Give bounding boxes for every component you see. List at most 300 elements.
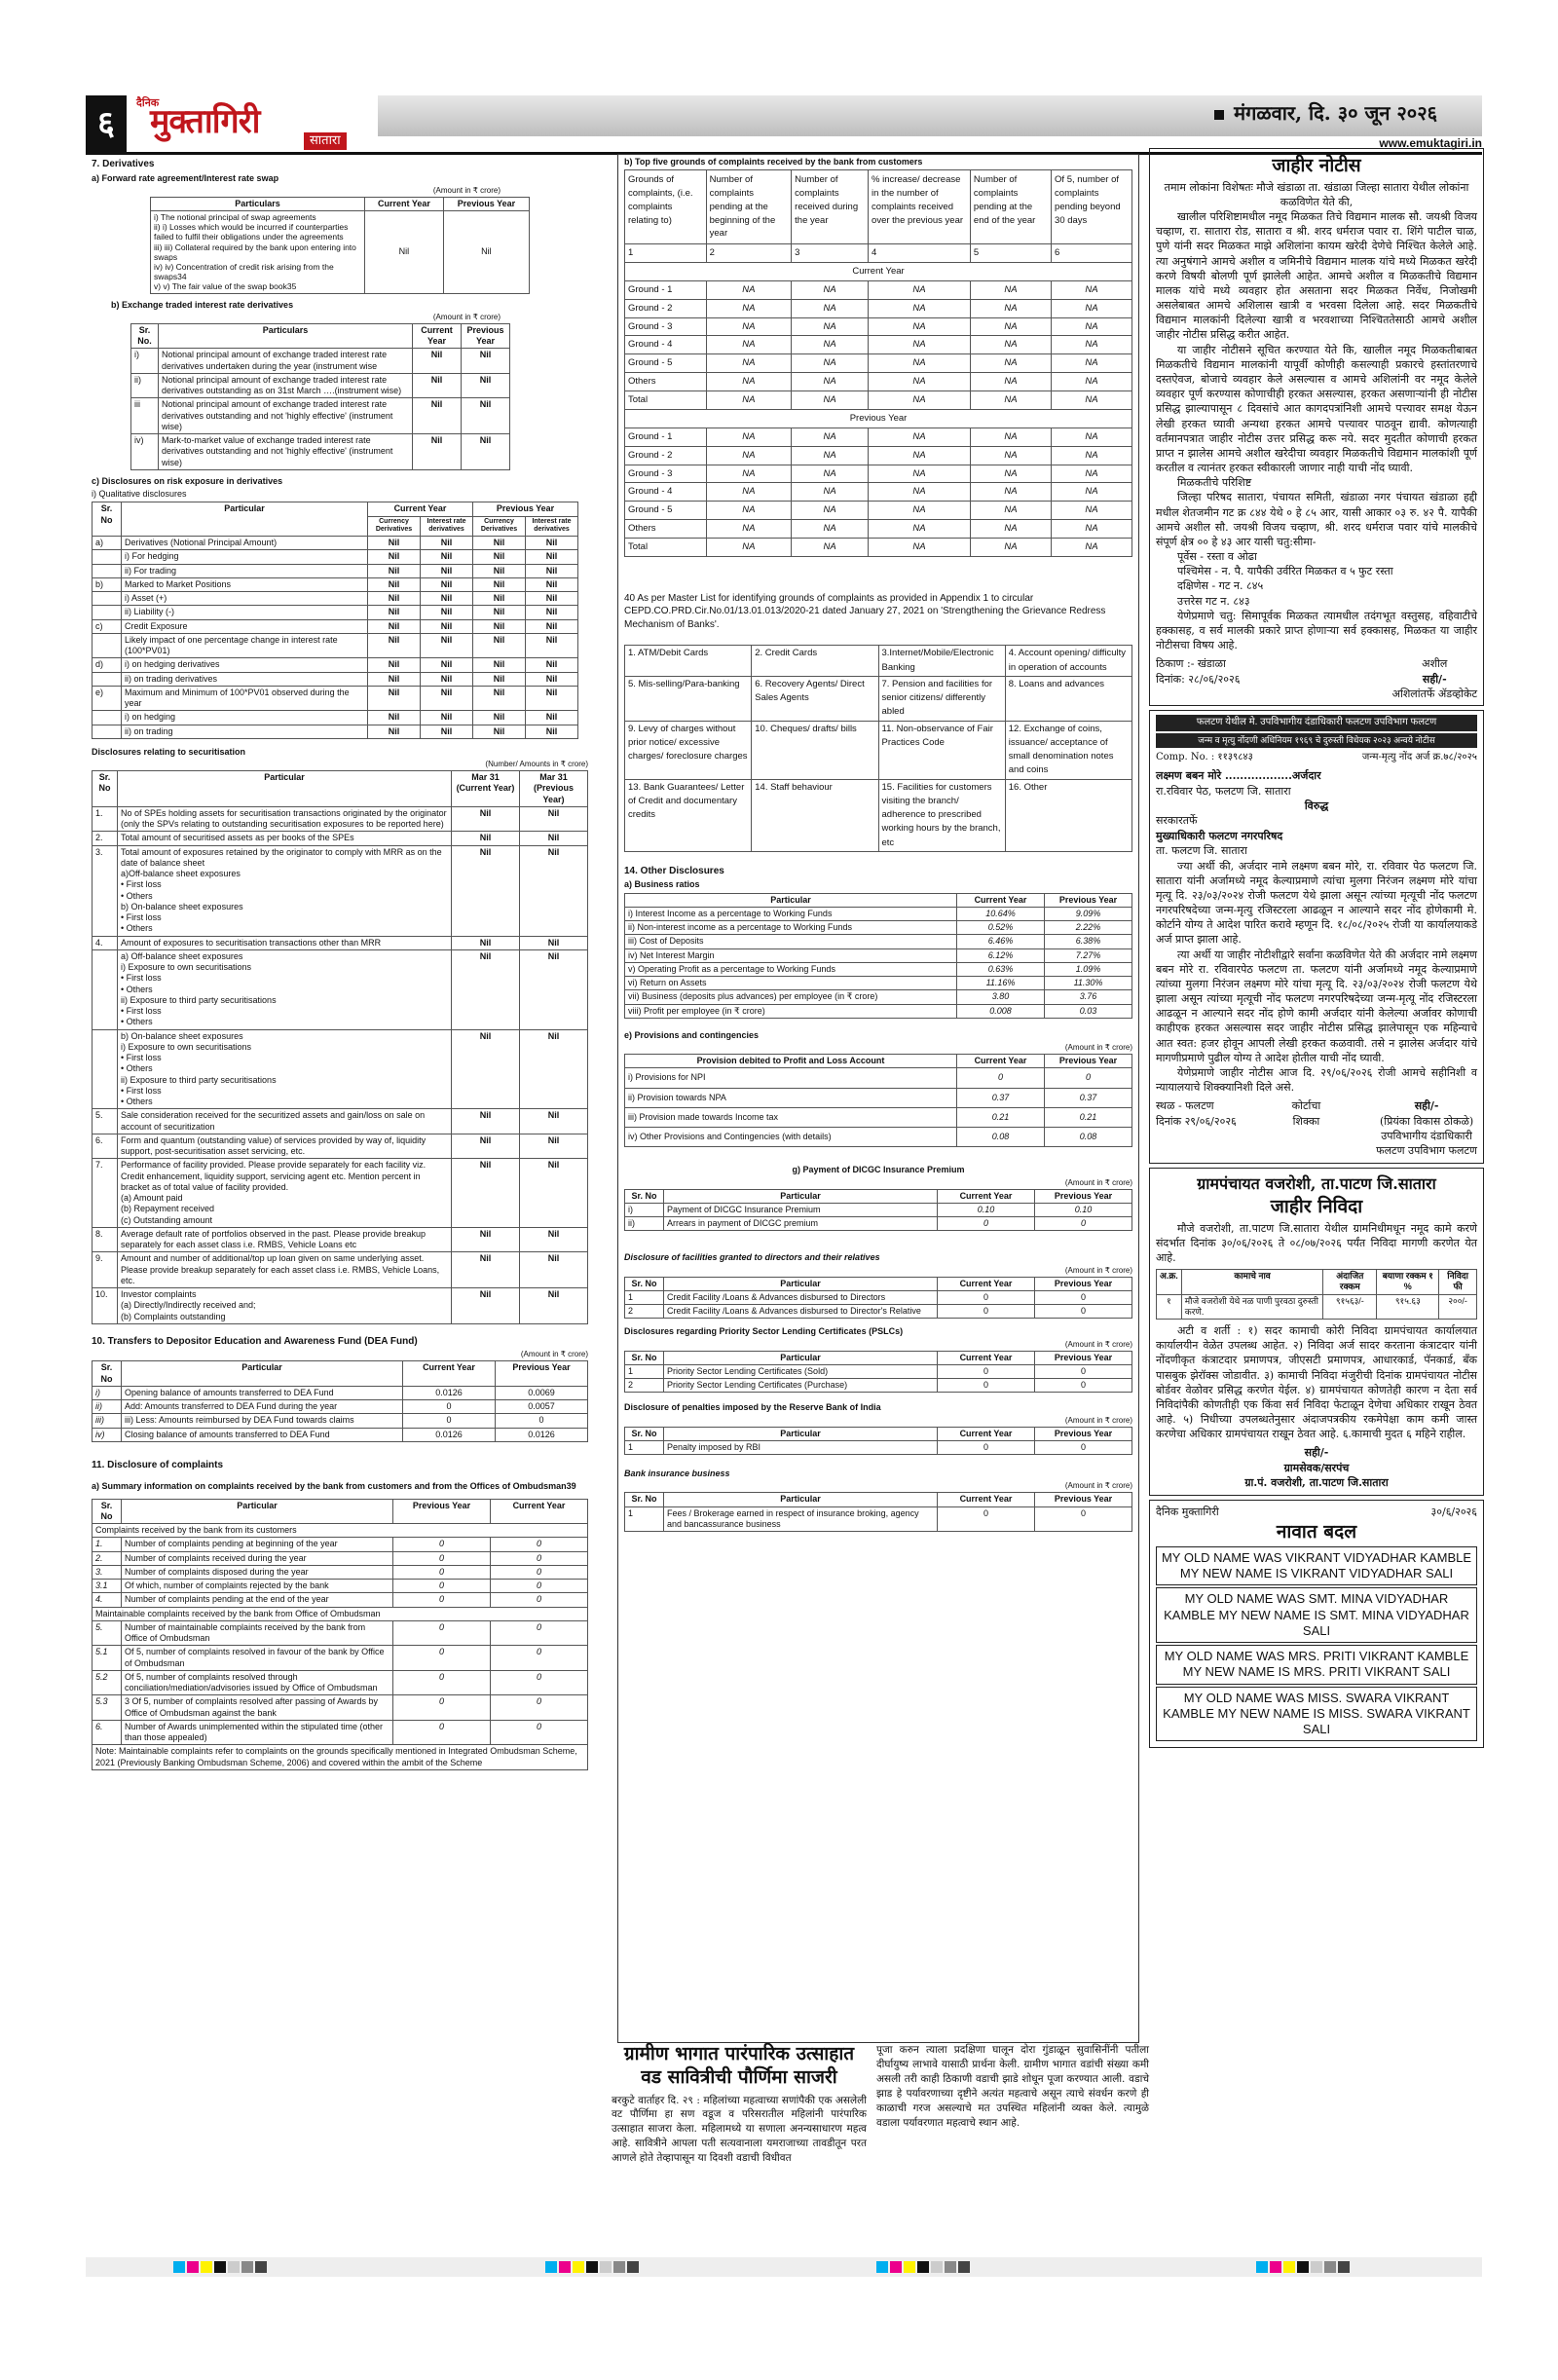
- table-cell: NA: [706, 299, 792, 317]
- table-cell: NA: [970, 502, 1051, 520]
- table-cell: 1.09%: [1045, 962, 1132, 976]
- table-row: [93, 1551, 588, 1565]
- year-row: Previous Year: [625, 409, 1132, 428]
- table-row: [625, 483, 1132, 502]
- tender-role: ग्रामसेवक/सरपंच: [1283, 1461, 1350, 1474]
- color-swatch: [1311, 2261, 1322, 2273]
- table-cell: Nil: [462, 349, 510, 374]
- table-cell: NA: [869, 539, 971, 557]
- table-row: [93, 619, 578, 633]
- table-cell: NA: [706, 354, 792, 373]
- table-cell: Nil: [520, 1288, 588, 1324]
- tender-title: ग्रामपंचायत वजरोशी, ता.पाटण जि.सातारा: [1197, 1173, 1436, 1193]
- table-cell: 0: [938, 1379, 1035, 1393]
- table-cell: 5.3: [93, 1695, 122, 1721]
- table-row: [625, 721, 1132, 779]
- col-header: Particular: [122, 1361, 403, 1387]
- table-cell: Of 5, number of complaints resolved through conciliation/mediation/advisories issued by Office of Ombudsman: [122, 1670, 393, 1695]
- table-cell: 0: [491, 1538, 588, 1551]
- table-row: [93, 577, 578, 591]
- table-cell: NA: [792, 317, 869, 336]
- table-cell: Ground - 4: [625, 483, 707, 502]
- table-cell: ii) Liability (-): [122, 606, 368, 619]
- table-row: [625, 520, 1132, 539]
- table-cell: Ground - 2: [625, 299, 707, 317]
- col-header: Previous Year: [1035, 1277, 1132, 1290]
- table-row: [93, 672, 578, 686]
- col-header: Particular: [664, 1351, 938, 1364]
- table-row: [625, 502, 1132, 520]
- table-cell: iii: [131, 398, 159, 434]
- name-change-entry: MY OLD NAME WAS SMT. MINA VIDYADHAR KAMBLE MY NEW NAME IS SMT. MINA VIDYADHAR SALI: [1156, 1587, 1477, 1643]
- table-cell: Nil: [462, 373, 510, 398]
- table-cell: NA: [1052, 336, 1132, 354]
- table-cell: Nil: [473, 619, 526, 633]
- table-cell: Marked to Market Positions: [122, 577, 368, 591]
- table-cell: d): [93, 658, 122, 672]
- table-cell: 0: [491, 1593, 588, 1607]
- sub-title: Disclosure of penalties imposed by the Reserve Bank of India: [624, 1402, 881, 1413]
- table-cell: NA: [1052, 280, 1132, 299]
- table-cell: Ground - 3: [625, 465, 707, 483]
- table-cell: NA: [869, 428, 971, 446]
- unit-note: (Amount in ₹ crore): [1064, 1177, 1132, 1187]
- table-cell: Likely impact of one percentage change in interest rate (100*PV01): [122, 633, 368, 658]
- table-cell: 5.1: [93, 1646, 122, 1671]
- table-row: [625, 1088, 1132, 1107]
- article-body: बरकुटे वार्ताहर दि. २९ : महिलांच्या महत्वाच्या सणांपैकी एक असलेली वट पौर्णिमा हा सण वडूज व परिसरातील महिलांनी पारंपारिक उत्साहात साजरा केला. महिलामध्ये या सणाला अनन्यसाधारण महत्व आहे. सावित्रीने आपला पती सत्यवानाला यमराजाच्या तावडीतून परत आणले होते तेव्हापासून या दिवशी वडाची विधीवत: [612, 2094, 867, 2165]
- registration-marks: [876, 2261, 972, 2273]
- table-cell: ii) on trading: [122, 725, 368, 738]
- ground-cell: 6. Recovery Agents/ Direct Sales Agents: [752, 676, 878, 721]
- notice-paragraph: या जाहीर नोटीसने सूचित करण्यात येते कि, खालील नमूद मिळकतीबाबत मिळकतीचे विद्यमान मालकांनी यापूर्वी कोणीही कसल्याही प्रकारचे हस्तांतरणाचे दस्तऐवज, बोजाचे व्यवहार केले असल्यास व आमचे अशिलांनी वर नमूद केलेले व्यवहार पूर्ण करण्यास कोणाचीही हरकत असल्यास, हरकत असणाऱ्यांनी ही नोटीस प्रसिद्ध झाल्यापासून ८ दिवसांचे आत कागदपत्रांनिशी आमचे पत्त्यावर समक्ष येऊन लेखी हरकत घ्यावी अन्यथा हरकत आमचे पत्त्यावर पाठवून द्यावी. कोणत्याही वर्तमानपत्रात जाहीर नोटीस उत्तर प्रसिद्ध करू नये. सदर मुदतीत कोणाची हरकत प्राप्त न झालेस आमचे अशील खरेदीचा व्यवहार मिळकतीचे विद्यमान मालकांशी पूर्ण करतील व त्यानंतर हरकत स्वीकारली जाणार नाही याची नोंद घ्यावी.: [1156, 343, 1477, 475]
- table-cell: NA: [792, 539, 869, 557]
- table-cell: Nil: [368, 537, 421, 550]
- table-cell: 0: [491, 1565, 588, 1579]
- col-header: Of 5, number of complaints pending beyond 30 days: [1052, 170, 1132, 244]
- col-subheader: Currency Derivatives: [368, 516, 421, 537]
- table-row: [93, 1695, 588, 1721]
- table-row: [93, 711, 578, 725]
- table-cell: Nil: [520, 949, 588, 1029]
- fra-item: ii) i) Losses which would be incurred if counterparties failed to fulfil their obligations under the agreements: [154, 222, 349, 242]
- table-cell: Nil: [526, 592, 578, 606]
- table-cell: 3.76: [1045, 990, 1132, 1004]
- table-cell: Nil: [473, 672, 526, 686]
- color-swatch: [201, 2261, 212, 2273]
- table-cell: Total: [625, 539, 707, 557]
- table-cell: 0.08: [957, 1128, 1045, 1147]
- table-cell: Nil: [520, 845, 588, 936]
- table-cell: i) Asset (+): [122, 592, 368, 606]
- table-cell: Number of complaints received during the year: [122, 1551, 393, 1565]
- versus: विरुद्ध: [1304, 799, 1329, 812]
- table-row: [93, 1620, 588, 1646]
- fra-item: v) v) The fair value of the swap book35: [154, 281, 297, 292]
- table-cell: Others: [625, 520, 707, 539]
- name-change-notice: [1149, 1500, 1484, 1749]
- notice-sign: सही/-: [1414, 1099, 1439, 1113]
- tender-notice: [1149, 1168, 1484, 1496]
- table-cell: iii) Less: Amounts reimbursed by DEA Fund towards claims: [122, 1414, 403, 1428]
- color-swatch: [173, 2261, 185, 2273]
- table-cell: 0: [393, 1620, 491, 1646]
- year-row: Current Year: [625, 262, 1132, 280]
- table-row: [131, 349, 510, 374]
- col-header: Previous Year: [1035, 1189, 1132, 1203]
- table-row: [625, 373, 1132, 391]
- col-header: Particular: [122, 1499, 393, 1524]
- notice-paragraph: तमाम लोकांना विशेषतः मौजे खंडाळा ता. खंडाळा जिल्हा सातारा येथील लोकांना कळविणेत येते की,: [1164, 180, 1469, 208]
- table-cell: 0: [393, 1593, 491, 1607]
- col-header: Particular: [122, 502, 368, 537]
- table-cell: 0: [1035, 1379, 1132, 1393]
- table-cell: ९१५६३/-: [1323, 1294, 1377, 1320]
- table-cell: ii) Non-interest income as a percentage to Working Funds: [625, 921, 957, 935]
- table-cell: ii): [131, 373, 159, 398]
- business-ratios-table: [624, 893, 1132, 1019]
- column-bank-disclosures-1: [86, 156, 594, 2250]
- col-number: 4: [869, 244, 971, 263]
- table-cell: Nil: [473, 686, 526, 711]
- table-cell: 0.52%: [957, 921, 1045, 935]
- table-cell: [93, 606, 122, 619]
- respondent: ता. फलटण जि. सातारा: [1156, 844, 1247, 858]
- table-cell: NA: [970, 446, 1051, 465]
- applicant-address: रा.रविवार पेठ, फलटण जि. सातारा: [1156, 784, 1291, 798]
- table-cell: Total amount of securitised assets as per books of the SPEs: [118, 832, 452, 845]
- table-row: [93, 1428, 588, 1441]
- pslc-table: [624, 1351, 1132, 1394]
- table-cell: a): [93, 537, 122, 550]
- table-cell: NA: [792, 502, 869, 520]
- table-cell: NA: [792, 373, 869, 391]
- table-cell: Nil: [452, 832, 520, 845]
- table-cell: NA: [706, 373, 792, 391]
- table-cell: iv): [131, 434, 159, 470]
- table-row: [93, 1386, 588, 1399]
- col-header: Current Year: [938, 1351, 1035, 1364]
- provisions-table: [624, 1054, 1132, 1147]
- table-cell: 6.: [93, 1720, 122, 1745]
- table-cell: iii) Provision made towards Income tax: [625, 1107, 957, 1127]
- table-cell: NA: [1052, 391, 1132, 410]
- table-cell: Nil: [526, 550, 578, 564]
- table-row: [625, 336, 1132, 354]
- table-row: [93, 1538, 588, 1551]
- table-row: [93, 1414, 588, 1428]
- table-cell: 3.: [93, 1565, 122, 1579]
- table-cell: Amount of exposures to securitisation transactions other than MRR: [118, 936, 452, 949]
- unit-note: (Amount in ₹ crore): [1064, 1415, 1132, 1425]
- public-notice-khandala: [1149, 148, 1484, 706]
- securitisation-table: [92, 770, 588, 1324]
- table-cell: b): [93, 577, 122, 591]
- table-cell: Nil: [473, 633, 526, 658]
- ground-cell: 12. Exchange of coins, issuance/ acceptance of small denomination notes and coins: [1005, 721, 1131, 779]
- table-cell: NA: [792, 336, 869, 354]
- table-row: [93, 564, 578, 577]
- table-cell: Priority Sector Lending Certificates (Purchase): [664, 1379, 938, 1393]
- tender-terms: अटी व शर्ती : १) सदर कामाची कोरी निविदा ग्रामपंचायत कार्यालयात कार्यालयीन वेळेत उपलब्ध आहेत. २) निविदा अर्ज सादर करताना कंत्राटदार यांनी नोंदणीकृत कंत्राटदार प्रमाणपत्र, जीएसटी प्रमाणपत्र, आधारकार्ड, पॅनकार्ड, बँक पासबुक झेरॉक्स जोडावीत. ३) कामाची निविदा मंजुरीची दिनांक ग्रामपंचायत नोटीस बोर्डवर वेळोवर प्रसिद्ध करणेत येईल. ४) ग्रामपंचायत कोणतेही कारण न देता सर्व निविदांपैकी कोणतीही एक किंवा सर्व निविदा फेटाळून देणेचा अधिकार राखून ठेवत आहे. ५) निधीच्या उपलब्धतेनुसार अंदाजपत्रकीय रकमेपेक्षा काम कमी जास्त करणेचा अधिकार ग्रामपंचायत राखून ठेवत आहे. ६.कामाची मुदत ६ महिने राहील.: [1156, 1324, 1477, 1441]
- table-cell: 0: [393, 1551, 491, 1565]
- col-header: Sr. No: [625, 1277, 664, 1290]
- table-cell: ii) on trading derivatives: [122, 672, 368, 686]
- table-cell: Nil: [462, 398, 510, 434]
- table-cell: Nil: [452, 1134, 520, 1159]
- table-cell: Ground - 5: [625, 502, 707, 520]
- table-cell: Nil: [526, 537, 578, 550]
- table-cell: NA: [1052, 446, 1132, 465]
- col-number: 5: [970, 244, 1051, 263]
- notice-paragraph: पूर्वेस - रस्ता व ओढा: [1177, 550, 1257, 564]
- table-row: [93, 949, 588, 1029]
- notice-body: [1156, 180, 1477, 653]
- sub-title: Disclosures relating to securitisation: [92, 746, 246, 757]
- table-cell: 0: [957, 1068, 1045, 1088]
- notice-paragraph: जिल्हा परिषद सातारा, पंचायत समिती, खंडाळा नगर पंचायत खंडाळा हद्दी मधील शेतजमीन गट क्र ८४४ येथे ० हे ८५ आर, यासी आकार ०३ रु. ४२ पै. यापैकी आमचे अशील सौ. जयश्री विजय चव्हाण, श्री. शरद धर्मराज पवार यांचे मालकीचे संपूर्ण क्षेत्र ०० हे ४३ आर यासी चतु:सीमा-: [1156, 491, 1477, 548]
- table-cell: NA: [792, 354, 869, 373]
- sub-title: a) Summary information on complaints received by the bank from customers and from the Offices of Ombudsman39: [92, 1481, 576, 1492]
- table-cell: 0: [491, 1580, 588, 1593]
- table-cell: NA: [706, 280, 792, 299]
- table-cell: i) Interest Income as a percentage to Working Funds: [625, 907, 957, 920]
- table-row: [625, 391, 1132, 410]
- news-article: [612, 2043, 1151, 2250]
- group-row: Maintainable complaints received by the bank from Office of Ombudsman: [93, 1607, 588, 1620]
- table-cell: Nil: [421, 619, 473, 633]
- page-number: ६: [86, 95, 127, 152]
- table-cell: Ground - 4: [625, 336, 707, 354]
- table-cell: Nil: [526, 606, 578, 619]
- fra-previous: Nil: [443, 211, 529, 294]
- table-cell: 0: [393, 1720, 491, 1745]
- table-row: [625, 1004, 1132, 1018]
- table-cell: 0.10: [938, 1203, 1035, 1216]
- ground-cell: 11. Non-observance of Fair Practices Code: [878, 721, 1005, 779]
- table-cell: 0: [403, 1400, 496, 1414]
- table-cell: Nil: [473, 606, 526, 619]
- col-header: Current Year: [957, 893, 1045, 907]
- table-row: [625, 935, 1132, 948]
- table-cell: Nil: [421, 537, 473, 550]
- table-cell: 0.008: [957, 1004, 1045, 1018]
- date-bar: [378, 95, 1482, 136]
- table-row: [93, 1252, 588, 1288]
- article-body: पूजा करुन त्याला प्रदक्षिणा घालून दोरा गुंडाळून सुवासिनींनी पतीला दीर्घायुष्य लाभावे यासाठी प्रार्थना केली. ग्रामीण भागात वडांची संख्या कमी असली तरी काही ठिकाणी वडाची झाडे शोधून पूजा करण्यात आली. वडाचे झाड हे पर्यावरणाच्या दृष्टीने अत्यंत महत्वाचे असून त्याचे संवर्धन करणे ही काळाची गरज असल्याचे मत उपस्थित महिलांनी व्यक्त केले. त्यामुळे वडाला पर्यावरणात महत्वाचे स्थान आहे.: [876, 2044, 1149, 2129]
- table-cell: Ground - 1: [625, 280, 707, 299]
- table-row: [93, 806, 588, 832]
- table-cell: 0.08: [1045, 1128, 1132, 1147]
- table-cell: 0: [393, 1670, 491, 1695]
- table-row: [625, 1506, 1132, 1532]
- table-cell: Nil: [413, 434, 462, 470]
- col-header: कामाचे नाव: [1181, 1270, 1323, 1295]
- col-header: Previous Year: [1035, 1493, 1132, 1506]
- table-cell: Amount and number of additional/top up loan given on same underlying asset. Please provide breakup separately for each asset class i.e. RMBS, Vehicle Loans, etc.: [118, 1252, 452, 1288]
- respondent: मुख्याधिकारी फलटण नगरपरिषद: [1156, 829, 1283, 842]
- table-row: [625, 921, 1132, 935]
- table-cell: viii) Profit per employee (in ₹ crore): [625, 1004, 957, 1018]
- col-header: Current Year: [413, 323, 462, 349]
- table-cell: Closing balance of amounts transferred to DEA Fund: [122, 1428, 403, 1441]
- col-header: Previous Year: [473, 502, 578, 516]
- master-list-note: 40 As per Master List for identifying grounds of complaints as provided in Appendix 1 to circular CEPD.CO.PRD.Cir.No.01/13.01.013/2020-21 dated January 27, 2021 on 'Strengthening the Grievance Redress Mechanism of Banks'.: [624, 592, 1106, 630]
- table-cell: i) For hedging: [122, 550, 368, 564]
- notice-sign: सही/-: [1422, 672, 1447, 686]
- color-swatch: [1256, 2261, 1268, 2273]
- director-facilities-table: [624, 1277, 1132, 1320]
- sub-title: b) Top five grounds of complaints received by the bank from customers: [624, 157, 923, 167]
- table-cell: 0: [393, 1580, 491, 1593]
- color-swatch: [1338, 2261, 1350, 2273]
- website[interactable]: www.emuktagiri.in: [1379, 136, 1482, 150]
- table-cell: NA: [1052, 539, 1132, 557]
- table-cell: 1: [625, 1364, 664, 1378]
- tender-table: [1156, 1269, 1477, 1320]
- col-header: Current Year: [368, 502, 473, 516]
- unit-note: (Amount in ₹ crore): [1064, 1265, 1132, 1275]
- table-cell: Number of complaints pending at the end of the year: [122, 1593, 393, 1607]
- table-row: [625, 1068, 1132, 1088]
- table-cell: NA: [792, 280, 869, 299]
- table-cell: 2.22%: [1045, 921, 1132, 935]
- penalties-table: [624, 1427, 1132, 1456]
- table-cell: Average default rate of portfolios observed in the past. Please provide breakup separately for each asset class i.e. RMBS, Vehicle Loans etc: [118, 1227, 452, 1252]
- table-cell: 0: [491, 1620, 588, 1646]
- notice-body: ज्या अर्थी की, अर्जदार नामे लक्ष्मण बबन मोरे, रा. रविवार पेठ फलटण जि. सातारा यांनी अर्जामध्ये नमूद केल्याप्रमाणे त्यांचा मुलगा निरंजन लक्ष्मण मोरे यांचा मृत्यू दि. २३/०३/२०२४ रोजी फलटण येथे झाला असून त्यांच्या मृत्यूची नोंद फलटण नगरपरिषदेच्या जन्म-मृत्यु रजिस्टरला आढळून न आल्याने सदर नोंद होणेकामी मे. कोर्टाने योग्य ते आदेश पारित करावे म्हणून दि. १८/०८/२०२५ रोजी या कार्यालयाकडे अर्ज प्राप्त झाला आहे.: [1156, 859, 1477, 947]
- ground-cell: 15. Facilities for customers visiting the branch/ adherence to prescribed working hours by the branch, etc: [878, 779, 1005, 851]
- col-header: % increase/ decrease in the number of complaints received over the previous year: [869, 170, 971, 244]
- table-cell: i): [625, 1203, 664, 1216]
- table-cell: 0.63%: [957, 962, 1045, 976]
- table-cell: NA: [706, 446, 792, 465]
- logo-prefix: दैनिक: [136, 97, 160, 109]
- table-cell: NA: [970, 336, 1051, 354]
- table-cell: Nil: [452, 1029, 520, 1109]
- table-cell: 0.21: [1045, 1107, 1132, 1127]
- name-change-entry: MY OLD NAME WAS MISS. SWARA VIKRANT KAMBLE MY NEW NAME IS MISS. SWARA VIKRANT SALI: [1156, 1687, 1477, 1742]
- color-swatch: [573, 2261, 584, 2273]
- notice-paragraph: पश्चिमेस - न. पै. यापैकी उर्वरित मिळकत व ५ फुट रस्ता: [1177, 565, 1393, 578]
- table-cell: c): [93, 619, 122, 633]
- ground-cell: 14. Staff behaviour: [752, 779, 878, 851]
- table-cell: 0: [938, 1364, 1035, 1378]
- table-cell: Nil: [473, 537, 526, 550]
- notice-paragraph: खालील परिशिष्टामधील नमूद मिळकत तिचे विद्यमान मालक सौ. जयश्री विजय चव्हाण, रा. सातारा रोड, सातारा व श्री. शरद धर्मराज पवार रा. शिंगे पाटील चाळ, पुणे यांनी सदर मिळकत माझे अशिलांना कायम खरेदी देणेचे निश्चित केलेले आहे. त्या अनुषंगाने आमचे अशील व जमिनीचे विद्यमान मालक यांचे मध्ये मिळकत खरेदी करणे विषयी बोलणी पूर्ण झालेली आहेत. आमचे अशील व मिळकतीचे विद्यमान मालक यांचे मध्ये व्यवहार होत असताना सदर मिळकत निर्वेध, निजोखमी असलेबाबत आमचे अशिलास खात्री व भरवसा दिलेला आहे. सदर मिळकतीचे विद्यमान मालकांनी दिलेल्या खात्री व भरवशाच्या निश्चिततेसाठी आमचे अशील जाहीर नोटीस प्रसिद्ध करीत आहेत.: [1156, 210, 1477, 342]
- bank-insurance-table: [624, 1492, 1132, 1532]
- notice-header-band: फलटण येथील मे. उपविभागीय दंडाधिकारी फलटण उपविभाग फलटण: [1156, 715, 1477, 731]
- table-cell: NA: [706, 520, 792, 539]
- table-cell: 2: [625, 1379, 664, 1393]
- table-cell: NA: [869, 280, 971, 299]
- table-cell: NA: [869, 317, 971, 336]
- notice-title: जाहीर नोटीस: [1272, 155, 1361, 176]
- notice-place: ठिकाण :- खंडाळा: [1156, 657, 1226, 671]
- col-header: Current Year: [403, 1361, 496, 1387]
- table-cell: Sale consideration received for the securitized assets and gain/loss on sale on account of securitization: [118, 1109, 452, 1134]
- table-cell: 0.0126: [496, 1428, 588, 1441]
- unit-note: (Amount in ₹ crore): [432, 312, 501, 321]
- court-seal: कोर्टाचा शिक्का: [1291, 1099, 1321, 1128]
- table-cell: a) Off-balance sheet exposures i) Exposure to own securitisations • First loss • Others ii) Exposure to third party securitisations • First loss • Others: [118, 949, 452, 1029]
- table-cell: 0: [1045, 1068, 1132, 1088]
- table-row: [625, 1217, 1132, 1231]
- table-row: [93, 1720, 588, 1745]
- table-cell: Nil: [421, 606, 473, 619]
- col-header: Previous Year: [1035, 1351, 1132, 1364]
- table-cell: Number of complaints pending at beginning of the year: [122, 1538, 393, 1551]
- table-cell: No of SPEs holding assets for securitisation transactions originated by the originator (only the SPVs relating to outstanding securitisation exposures to be reported here): [118, 806, 452, 832]
- table-cell: 6.46%: [957, 935, 1045, 948]
- section-title: 10. Transfers to Depositor Education and Awareness Fund (DEA Fund): [92, 1335, 418, 1347]
- sub-title: i) Qualitative disclosures: [92, 489, 187, 499]
- table-cell: 0: [496, 1414, 588, 1428]
- color-swatch: [214, 2261, 226, 2273]
- table-cell: Nil: [473, 550, 526, 564]
- table-row: [625, 646, 1132, 677]
- col-header: Current Year: [938, 1277, 1035, 1290]
- table-cell: 0.0069: [496, 1386, 588, 1399]
- table-row: [93, 725, 578, 738]
- fra-item: iii) iii) Collateral required by the bank upon entering into swaps: [154, 242, 356, 262]
- col-header: अंदाजित रक्कम: [1323, 1270, 1377, 1295]
- logo-name: मुक्तागिरी: [150, 102, 260, 141]
- sub-title: c) Disclosures on risk exposure in derivatives: [92, 475, 283, 486]
- table-cell: iii) Cost of Deposits: [625, 935, 957, 948]
- table-row: [93, 1646, 588, 1671]
- table-cell: Nil: [452, 806, 520, 832]
- table-cell: Nil: [452, 936, 520, 949]
- color-swatch: [945, 2261, 956, 2273]
- table-cell: NA: [1052, 502, 1132, 520]
- table-row: [625, 676, 1132, 721]
- col-subheader: Interest rate derivatives: [421, 516, 473, 537]
- table-cell: NA: [970, 428, 1051, 446]
- table-cell: Nil: [368, 633, 421, 658]
- table-row: [93, 1029, 588, 1109]
- section-title: 14. Other Disclosures: [624, 865, 724, 876]
- table-cell: Nil: [421, 592, 473, 606]
- table-row: [93, 550, 578, 564]
- column-notices: [1149, 148, 1484, 1752]
- table-cell: 1: [625, 1290, 664, 1304]
- table-row: [625, 1364, 1132, 1378]
- table-cell: 0.0057: [496, 1400, 588, 1414]
- table-cell: Nil: [520, 1134, 588, 1159]
- table-cell: ii): [93, 1400, 122, 1414]
- ground-cell: 3.Internet/Mobile/Electronic Banking: [878, 646, 1005, 677]
- color-swatch: [1297, 2261, 1309, 2273]
- table-cell: Nil: [368, 550, 421, 564]
- table-cell: Nil: [526, 633, 578, 658]
- table-row: [625, 1128, 1132, 1147]
- table-row: [93, 1159, 588, 1228]
- color-swatch: [904, 2261, 915, 2273]
- table-row: [93, 1580, 588, 1593]
- notice-paragraph: येणेप्रमाणे चतु: सिमापूर्वक मिळकत त्यामधील तदंगभूत वस्तुसह, वहिवाटीचे हक्कासह, व सर्व मालकी प्रकारे प्राप्त होणाऱ्या सर्व हक्कासह, मिळकत या जाहीर नोटीसचा विषय आहे.: [1156, 609, 1477, 652]
- table-cell: 1.: [93, 1538, 122, 1551]
- table-cell: Nil: [520, 1109, 588, 1134]
- table-row: [625, 317, 1132, 336]
- table-row: [93, 1109, 588, 1134]
- table-row: [625, 1107, 1132, 1127]
- table-row: [625, 539, 1132, 557]
- table-cell: [93, 550, 122, 564]
- col-header: Number of complaints received during the year: [792, 170, 869, 244]
- dicgc-table: [624, 1189, 1132, 1232]
- color-swatch: [890, 2261, 902, 2273]
